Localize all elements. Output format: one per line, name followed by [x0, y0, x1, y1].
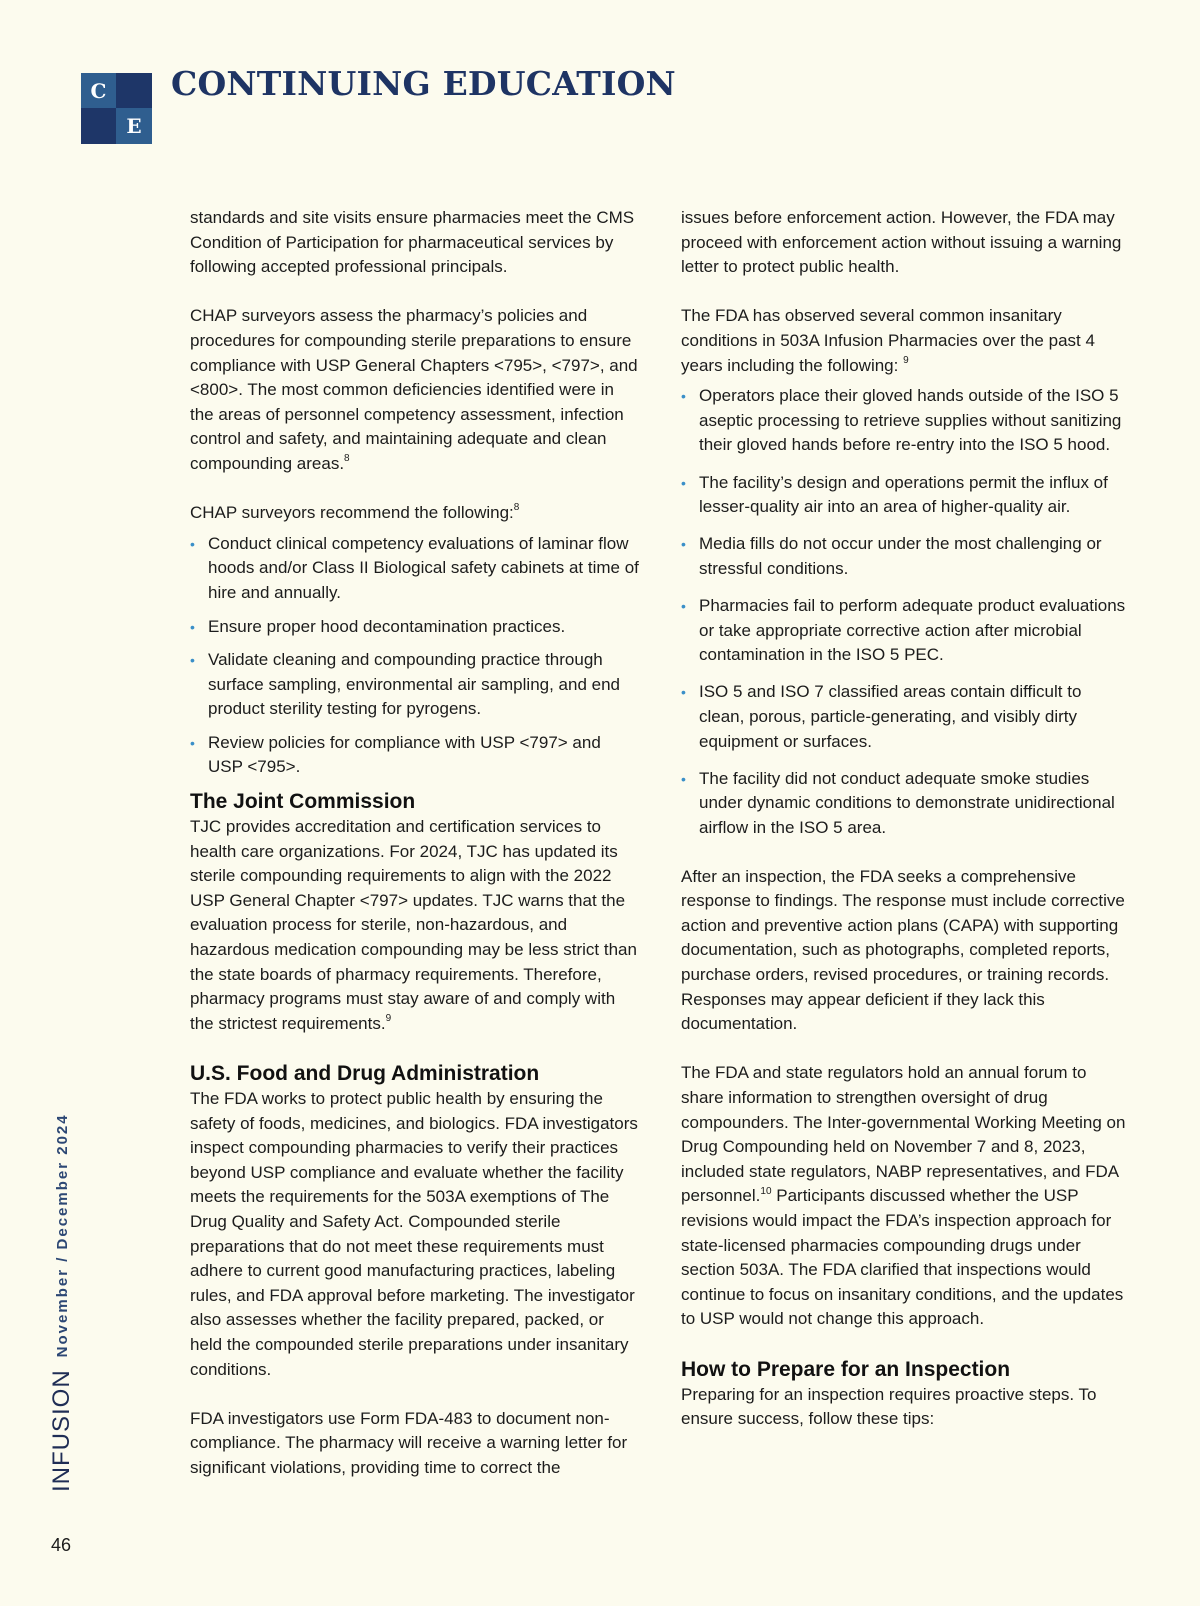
paragraph-text: The FDA and state regulators hold an annual forum to share information to strengthen oversight of drug compounders. The Inter-governmental Working Meeting on Drug Compounding held on November 7 and 8, 2023, included state regulators, NABP representatives, and FDA personnel.: [681, 1063, 1126, 1206]
paragraph: After an inspection, the FDA seeks a comprehensive response to findings. The response must include corrective action and preventive action plans (CAPA) with supporting documentation, such as photographs, completed reports, purchase orders, revised procedures, or training records. Responses may appear deficient if they lack this documentation.: [681, 866, 1125, 1034]
brand-logo: INFUSION: [48, 1369, 75, 1492]
paragraph-text: TJC provides accreditation and certification services to health care organizations. For 2024, TJC has updated its sterile compounding requirements to align with the 2022 USP General Chapter <797> updates. TJC warns that the evaluation process for sterile, non-hazardous, and hazardous medication compounding may be less strict than the state boards of pharmacy requirements. Therefore, pharmacy programs must stay aware of and comply with the strictest requirements.: [190, 817, 637, 1033]
right-column: [681, 206, 1129, 1456]
section-title: CONTINUING EDUCATION: [171, 64, 676, 103]
list-item: • Conduct clinical competency evaluations of laminar flow hoods and/or Class II Biological safety cabinets at time of hire and annually.: [190, 533, 639, 602]
list-item: • The facility’s design and operations permit the influx of lesser-quality air into an area of higher-quality air.: [681, 472, 1108, 517]
list-item: • The facility did not conduct adequate smoke studies under dynamic conditions to demonstrate unidirectional airflow in the ISO 5 area.: [681, 768, 1115, 838]
footnote-ref: 9: [385, 1013, 392, 1025]
paragraph: Preparing for an inspection requires proactive steps. To ensure success, follow these tips:: [681, 1384, 1097, 1429]
paragraph: [190, 815, 640, 1036]
list-item: • Pharmacies fail to perform adequate product evaluations or take appropriate corrective action after microbial contamination in the ISO 5 PEC.: [681, 596, 1126, 665]
paragraph-text: Participants discussed whether the USP revisions would impact the FDA’s inspection approach for state-licensed pharmacies compounding drugs under section 503A. The FDA clarified that inspections would continue to focus on insanitary conditions, and the updates to USP would not change this approach.: [681, 1186, 1124, 1329]
bullet-icon: •: [681, 598, 686, 615]
bullet-list: [681, 384, 1129, 840]
paragraph-text: The FDA has observed several common insanitary conditions in 503A Infusion Pharmacies over the past 4 years including the following:: [681, 306, 1095, 375]
bullet-icon: •: [681, 684, 686, 701]
footnote-ref: 8: [344, 453, 350, 465]
left-column: [190, 206, 640, 1505]
logo-letter-c: C: [81, 73, 116, 108]
sidebar-masthead: [48, 1113, 76, 1492]
list-item: • ISO 5 and ISO 7 classified areas contain difficult to clean, porous, particle-generating, and visibly dirty equipment or surfaces.: [681, 682, 1082, 751]
bullet-icon: •: [190, 734, 195, 751]
paragraph: [190, 206, 640, 280]
paragraph: [681, 304, 1129, 378]
paragraph: [681, 1061, 1129, 1332]
section-heading: U.S. Food and Drug Administration: [190, 1062, 540, 1085]
logo-block: [116, 73, 152, 108]
list-item: • Ensure proper hood decontamination practices.: [190, 615, 640, 640]
page-number: 46: [51, 1535, 72, 1555]
footnote-ref: 8: [513, 502, 520, 514]
list-item: • Operators place their gloved hands outside of the ISO 5 aseptic processing to retrieve supplies without sanitizing their gloved hands before re-entry into the ISO 5 hood.: [681, 386, 1122, 455]
bullet-icon: •: [681, 388, 686, 405]
list-item: • Review policies for compliance with USP <797> and USP <795>.: [190, 732, 601, 777]
issue-date: November / December 2024: [53, 1113, 71, 1358]
bullet-icon: •: [681, 474, 686, 491]
paragraph: issues before enforcement action. However, the FDA may proceed with enforcement action without issuing a warning letter to protect public health.: [681, 208, 1122, 277]
footnote-ref: 10: [760, 1185, 772, 1197]
bullet-icon: •: [681, 536, 686, 553]
section-heading: How to Prepare for an Inspection: [681, 1357, 1011, 1381]
paragraph-text: CHAP surveyors recommend the following:: [190, 503, 514, 523]
section-heading: The Joint Commission: [190, 790, 416, 814]
paragraph: The FDA works to protect public health by ensuring the safety of foods, medicines, and biologics. FDA investigators inspect compounding pharmacies to verify their practices beyond USP compliance and evaluate whether the facility meets the requirements for the 503A exemptions of The Drug Quality and Safety Act. Compounded sterile preparations that do not meet these requirements must adhere to current good manufacturing practices, labeling rules, and FDA approval before marketing. The investigator also assesses whether the facility prepared, packed, or held the compounded sterile preparations under insanitary conditions.: [190, 1089, 638, 1379]
paragraph-text: standards and site visits ensure pharmacies meet the CMS Condition of Participation for pharmaceutical services by following accepted professional principals.: [190, 208, 635, 277]
logo-letter-e: E: [116, 108, 152, 144]
bullet-icon: •: [681, 770, 686, 787]
bullet-list: [190, 532, 640, 780]
logo-block: [81, 108, 116, 144]
paragraph-text: CHAP surveyors assess the pharmacy’s policies and procedures for compounding sterile preparations to ensure compliance with USP General Chapters <795>, <797>, and <800>. The most common deficiencies identified were in the areas of personnel competency assessment, infection control and safety, and maintaining adequate and clean compounding areas.: [190, 306, 638, 473]
paragraph: [190, 501, 640, 526]
paragraph: FDA investigators use Form FDA-483 to document non-compliance. The pharmacy will receive a warning letter for significant violations, providing time to correct the: [190, 1408, 628, 1477]
footnote-ref: 9: [903, 354, 909, 366]
ce-logo: [81, 73, 152, 144]
list-item: • Validate cleaning and compounding practice through surface sampling, environmental air sampling, and end product sterility testing for pyrogens.: [190, 650, 621, 719]
paragraph: [190, 304, 640, 476]
bullet-icon: •: [190, 652, 195, 669]
bullet-icon: •: [190, 535, 195, 552]
bullet-icon: •: [190, 618, 195, 635]
list-item: • Media fills do not occur under the most challenging or stressful conditions.: [681, 534, 1102, 578]
